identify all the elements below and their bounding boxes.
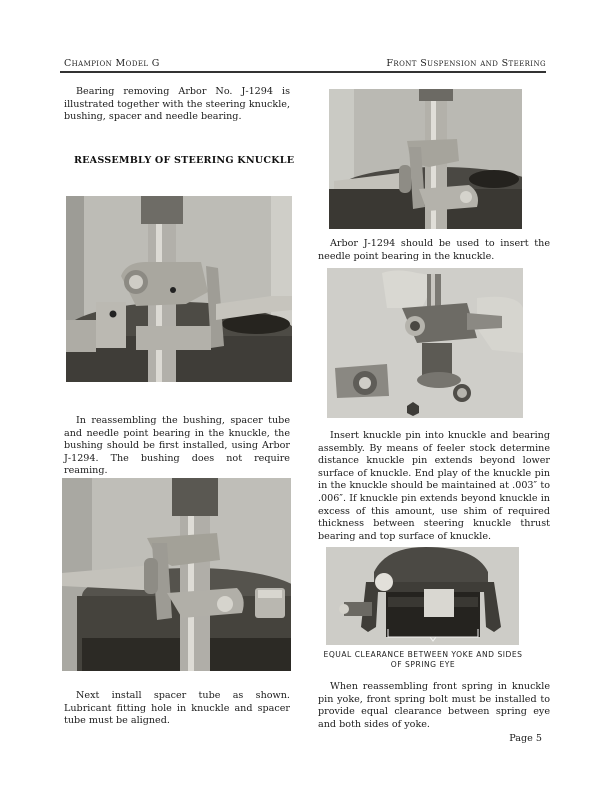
photo-knuckle-pin-feeler (327, 268, 523, 418)
running-header-left: Champion Model G (64, 58, 160, 69)
intro-paragraph: Bearing removing Arbor No. J-1294 is illustrated together with the steering knuckle, bushing, spacer and needle bearing. (64, 86, 290, 123)
arbor-caption-paragraph: Arbor J-1294 should be used to insert the needle point bearing in the knuckle. (318, 238, 550, 262)
section-heading: REASSEMBLY OF STEERING KNUCKLE (74, 155, 295, 166)
running-header-right: Front Suspension and Steering (386, 58, 546, 69)
bushing-paragraph: In reassembling the bushing, spacer tube and needle point bearing in the knuckle, the bushing should be first installed, using Arbor J-1294. The bushing does not require reaming. (64, 415, 290, 477)
photo-spring-eye-yoke (326, 547, 519, 645)
photo-arbor-needle-bearing (329, 89, 522, 229)
photo-spacer-tube-install (62, 478, 291, 671)
spacer-tube-illustration (62, 478, 291, 671)
header-rule (60, 71, 546, 73)
knuckle-press-illustration (66, 196, 292, 382)
spacer-paragraph: Next install spacer tube as shown. Lubricant fitting hole in knuckle and spacer tube must be aligned. (64, 690, 290, 727)
figure-caption: EQUAL CLEARANCE BETWEEN YOKE AND SIDES OF SPRING EYE (323, 650, 523, 669)
knuckle-pin-feeler-illustration (327, 268, 523, 418)
arbor-needle-bearing-illustration (329, 89, 522, 229)
page-number: Page 5 (509, 733, 542, 744)
photo-knuckle-arbor-press (66, 196, 292, 382)
spring-eye-yoke-illustration (326, 547, 519, 645)
knuckle-pin-paragraph: Insert knuckle pin into knuckle and bearing assembly. By means of feeler stock determine distance knuckle pin extends beyond lower surface of knuckle. End play of the knuckle pin in the knuckle should be maintained at .003″ to .006″. If knuckle pin extends beyond knuckle in excess of this amount, use shim of required thickness between steering knuckle thrust bearing and top surface of knuckle. (318, 430, 550, 542)
spring-paragraph: When reassembling front spring in knuckle pin yoke, front spring bolt must be installed to provide equal clearance between spring eye and both sides of yoke. (318, 681, 550, 730)
